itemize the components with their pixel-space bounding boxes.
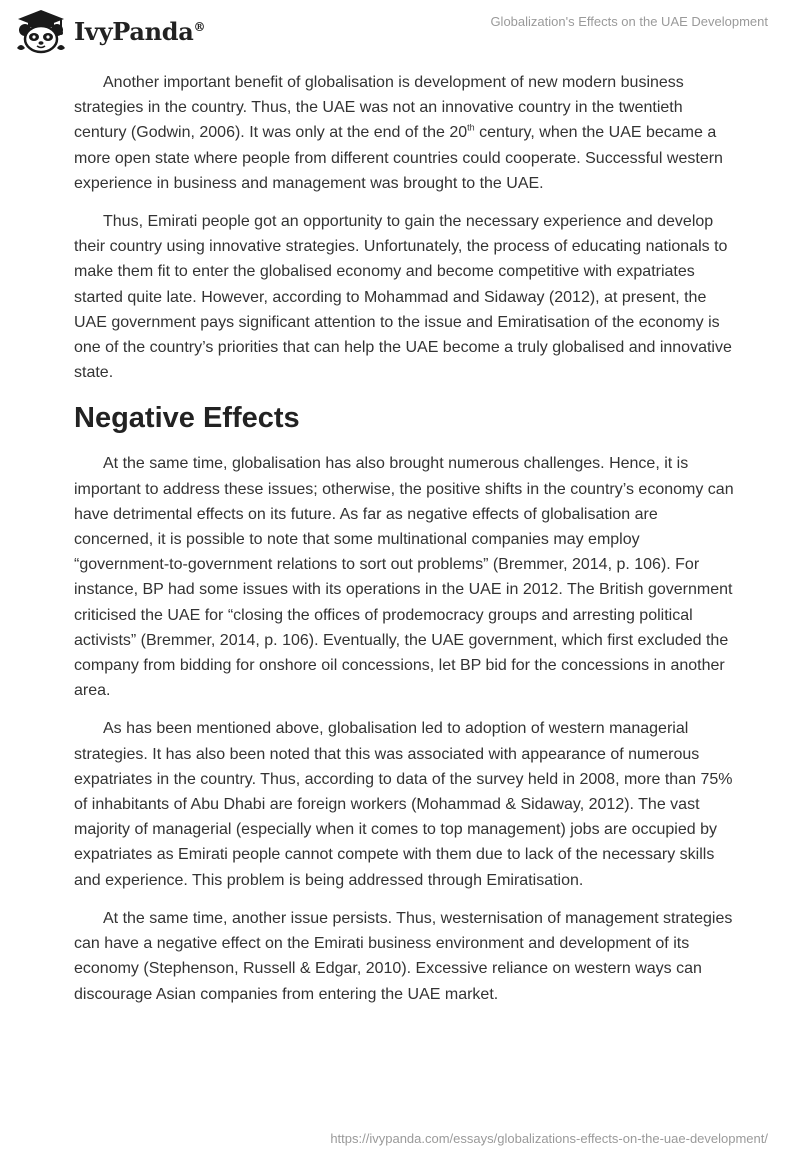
brand-name: IvyPanda® (74, 16, 206, 46)
page-header (0, 0, 800, 60)
paragraph: As has been mentioned above, globalisation led to adoption of western managerial strategies. It has also been noted that this was associated with appearance of numerous expatriates in the country. Thus, according to data of the survey held in 2008, more than 75% of inhabitants of Abu Dhabi are foreign workers (Mohammad & Sidaway, 2012). The vast majority of managerial (especially when it comes to top management) jobs are occupied by expatriates as Emirati people cannot compete with them due to lack of the necessary skills and experience. This problem is being addressed through Emiratisation. (74, 720, 733, 889)
paragraph: Another important benefit of globalisation is development of new modern business strategies in the country. Thus, the UAE was not an innovative country in the twentieth century (Godwin, 2006). It was only at the end of the 20th century, when the UAE became a more open state where people from different countries could cooperate. Successful western experience in business and management was brought to the UAE. (74, 74, 723, 192)
document-title: Globalization's Effects on the UAE Development (490, 14, 768, 29)
panda-graduate-icon (14, 8, 68, 54)
section-heading: Negative Effects (74, 402, 300, 435)
paragraph: At the same time, globalisation has also brought numerous challenges. Hence, it is important to address these issues; otherwise, the positive shifts in the country’s economy can have detrimental effects on its future. As far as negative effects of globalisation are concerned, it is possible to note that some multinational companies may employ “government-to-government relations to sort out problems” (Bremmer, 2014, p. 106). For instance, BP had some issues with its operations in the UAE in 2012. The British government criticised the UAE for “closing the offices of prodemocracy groups and arresting political activists” (Bremmer, 2014, p. 106). Eventually, the UAE government, which first excluded the company from bidding for onshore oil concessions, let BP bid for the concessions in another area. (74, 455, 734, 700)
paragraph: At the same time, another issue persists. Thus, westernisation of management strategies can have a negative effect on the Emirati business environment and development of its economy (Stephenson, Russell & Edgar, 2010). Excessive reliance on western ways can discourage Asian companies from entering the UAE market. (74, 909, 733, 1003)
paragraph: Thus, Emirati people got an opportunity to gain the necessary experience and develop their country using innovative strategies. Unfortunately, the process of educating nationals to make them fit to enter the globalised economy and become competitive with expatriates started quite late. However, according to Mohammad and Sidaway (2012), at present, the UAE government pays significant attention to the issue and Emiratisation of the economy is one of the country’s priorities that can help the UAE become a truly globalised and innovative state. (74, 213, 732, 382)
brand-logo[interactable] (14, 8, 205, 54)
source-url[interactable]: https://ivypanda.com/essays/globalizations-effects-on-the-uae-development/ (330, 1131, 768, 1146)
article-body (74, 70, 734, 1020)
